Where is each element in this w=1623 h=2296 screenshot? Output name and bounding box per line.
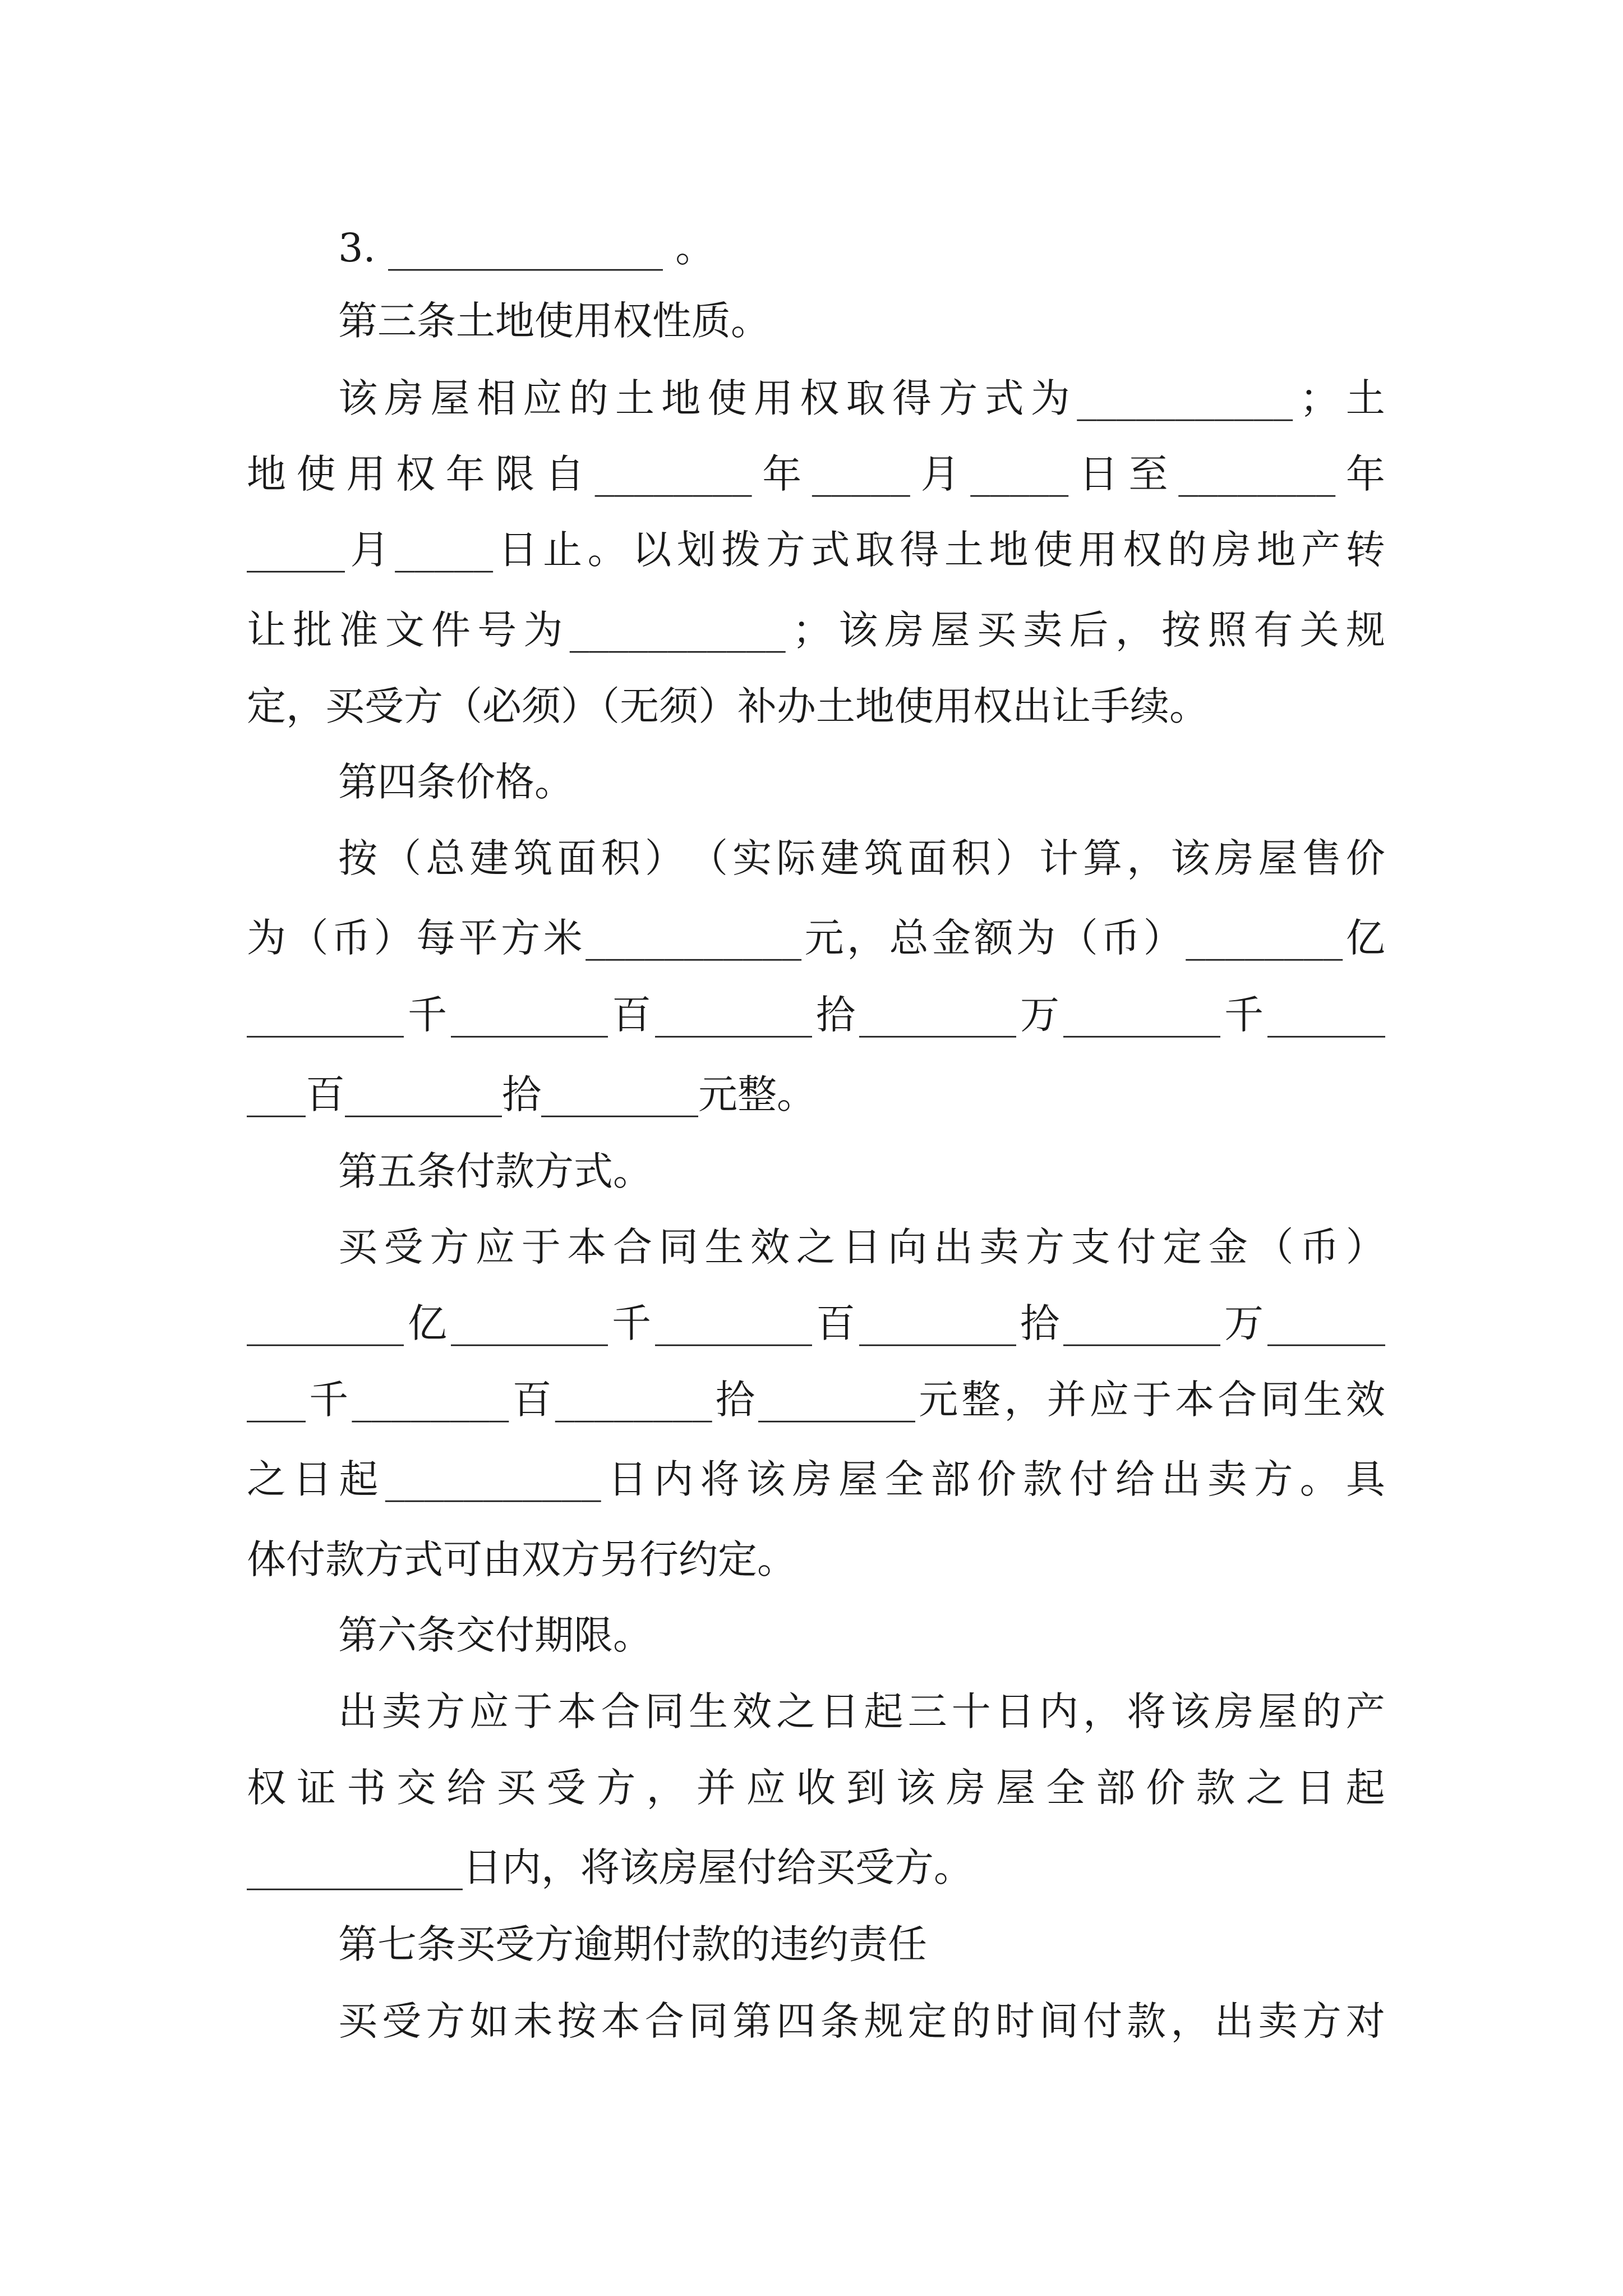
text-line: ________ 千 ________ 百 ________ 拾 ________ 万 ________ 千 ______ [247, 992, 1385, 1038]
section-heading: 第七条买受方逾期付款的违约责任 [338, 1921, 927, 1967]
text-line: 该 房 屋 相 应 的 土 地 使 用 权 取 得 方 式 为 ___________ ； 土 [338, 375, 1385, 421]
text-line: 体付款方式可由双方另行约定。 [247, 1536, 796, 1582]
text-line: 定，买受方（必须）（无须）补办土地使用权出让手续。 [247, 683, 1209, 729]
text-line: ___百________拾________元整。 [247, 1071, 816, 1117]
text-line: 买 受 方 应 于 本 合 同 生 效 之 日 向 出 卖 方 支 付 定 金 （ 币 ） [338, 1224, 1385, 1270]
text-line: 地 使 用 权 年 限 自 ________ 年 _____ 月 _____ 日 至 ________ 年 [247, 451, 1385, 497]
text-line: 之 日 起 ___________ 日 内 将 该 房 屋 全 部 价 款 付 给 出 卖 方 。 具 [247, 1456, 1385, 1502]
text-line: 为 （ 币 ） 每 平 方 米 ___________ 元 ， 总 金 额 为 （ 币 ） ________ 亿 [247, 915, 1385, 961]
text-line: 按 （ 总 建 筑 面 积 ） （ 实 际 建 筑 面 积 ） 计 算 ， 该 房 屋 售 价 [338, 835, 1385, 881]
text-line: ___________日内，将该房屋付给买受方。 [247, 1844, 973, 1890]
text-line: 让 批 准 文 件 号 为 ___________ ； 该 房 屋 买 卖 后 ， 按 照 有 关 规 [247, 607, 1385, 653]
text-line: ___ 千 ________ 百 ________ 拾 ________ 元 整 ， 并 应 于 本 合 同 生 效 [247, 1377, 1385, 1423]
section-heading: 第五条付款方式。 [338, 1148, 652, 1194]
section-heading: 第三条土地使用权性质。 [338, 298, 770, 344]
text-line: _____ 月 _____ 日 止 。 以 划 拨 方 式 取 得 土 地 使 用 权 的 房 地 产 转 [247, 527, 1385, 573]
section-heading: 第四条价格。 [338, 759, 574, 805]
text-line: 买 受 方 如 未 按 本 合 同 第 四 条 规 定 的 时 间 付 款 ， 出 卖 方 对 [338, 1998, 1385, 2044]
text-line: 权 证 书 交 给 买 受 方 ， 并 应 收 到 该 房 屋 全 部 价 款 之 日 起 [247, 1765, 1385, 1811]
text-line: 3. ______________ 。 [338, 225, 715, 271]
text-line: 出 卖 方 应 于 本 合 同 生 效 之 日 起 三 十 日 内 ， 将 该 房 屋 的 产 [338, 1688, 1385, 1734]
text-line: ________ 亿 ________ 千 ________ 百 ________ 拾 ________ 万 ______ [247, 1300, 1385, 1346]
section-heading: 第六条交付期限。 [338, 1612, 652, 1658]
